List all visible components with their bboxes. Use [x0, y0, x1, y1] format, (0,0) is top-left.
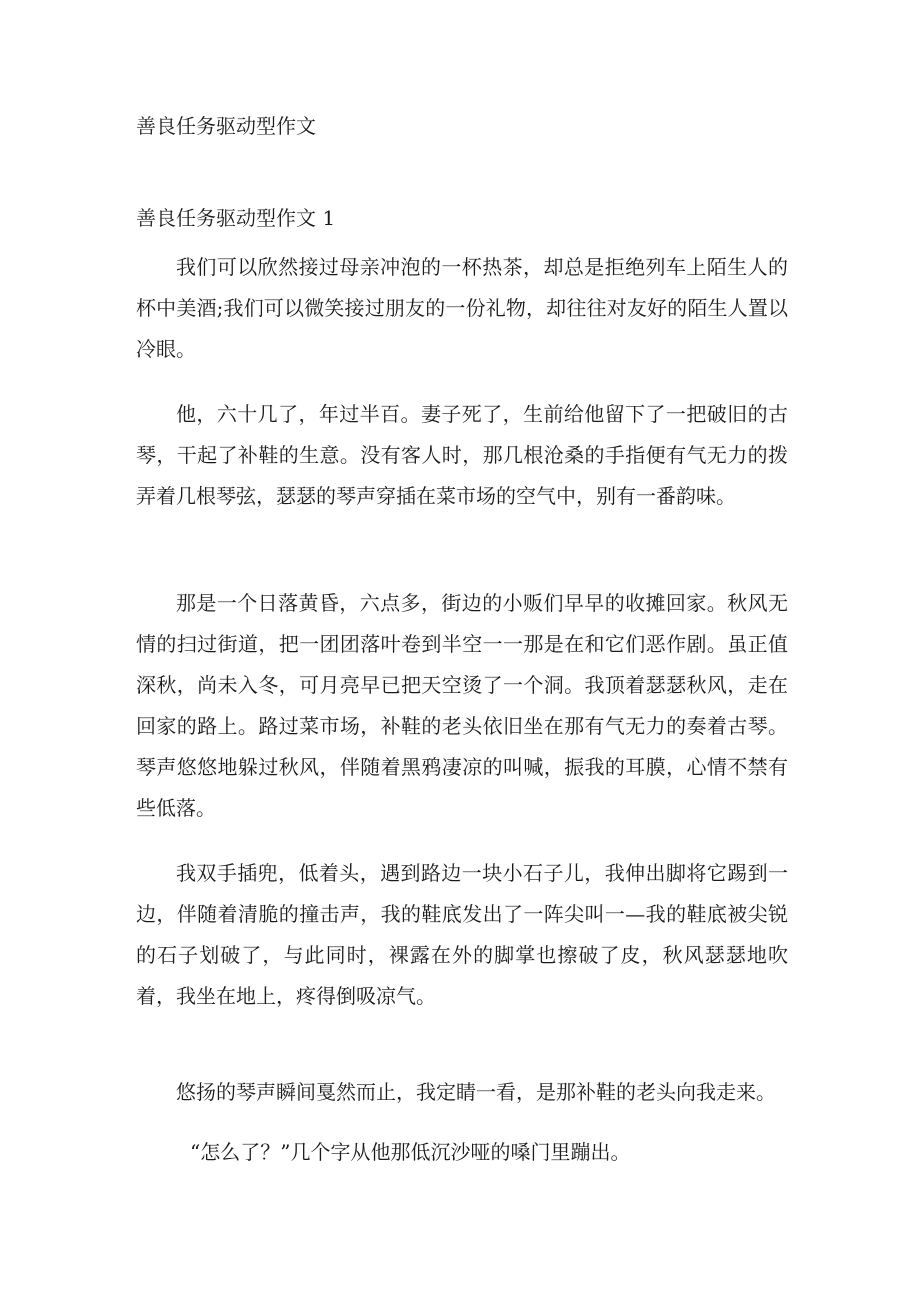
paragraph-3: 那是一个日落黄昏，六点多，街边的小贩们早早的收摊回家。秋风无情的扫过街道，把一团团落叶卷到半空一一那是在和它们恶作剧。虽正值深秋，尚未入冬，可月亮早已把天空烫了一个洞。我顶着瑟瑟秋风，走在回家的路上。路过菜市场，补鞋的老头依旧坐在那有气无力的奏着古琴。琴声悠悠地躲过秋风，伴随着黑鸦凄凉的叫喊，振我的耳膜，心情不禁有些低落。	[136, 591, 788, 820]
paragraph-5: 悠扬的琴声瞬间戛然而止，我定睛一看，是那补鞋的老头向我走来。	[176, 1080, 776, 1104]
document-title: 善良任务驱动型作文	[136, 114, 316, 138]
paragraph-4: 我双手插兜，低着头，遇到路边一块小石子儿，我伸出脚将它踢到一边，伴随着清脆的撞击声，我的鞋底发出了一阵尖叫一—我的鞋底被尖锐的石子划破了，与此同时，裸露在外的脚掌也擦破了皮，秋风瑟瑟地吹着，我坐在地上，疼得倒吸凉气。	[136, 861, 788, 1008]
paragraph-1: 我们可以欣然接过母亲冲泡的一杯热茶，却总是拒绝列车上陌生人的杯中美酒;我们可以微笑接过朋友的一份礼物，却往往对友好的陌生人置以冷眼。	[136, 255, 788, 361]
paragraph-6: “怎么了？”几个字从他那低沉沙哑的嗓门里蹦出。	[190, 1140, 631, 1164]
paragraph-2: 他，六十几了，年过半百。妻子死了，生前给他留下了一把破旧的古琴，干起了补鞋的生意。没有客人时，那几根沧桑的手指便有气无力的拨弄着几根琴弦，瑟瑟的琴声穿插在菜市场的空气中，别有一番韵味。	[136, 402, 788, 508]
section-title: 善良任务驱动型作文 1	[136, 206, 336, 230]
